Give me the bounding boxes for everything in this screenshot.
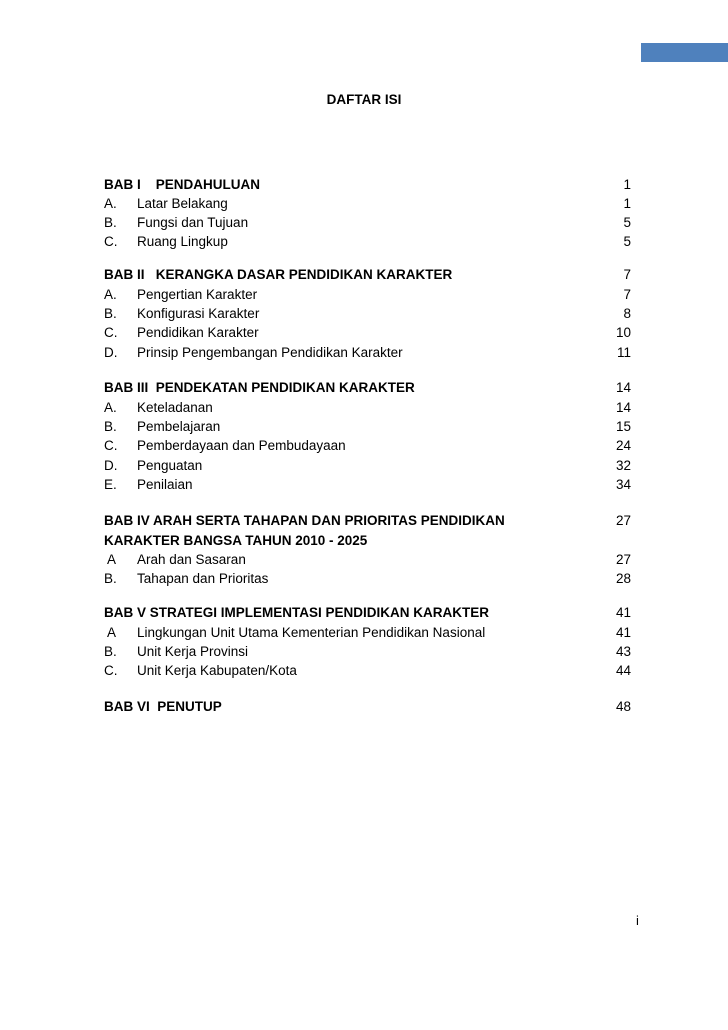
toc-page-number: 5 <box>623 234 631 249</box>
toc-item-label: Fungsi dan Tujuan <box>137 215 249 230</box>
page-number: i <box>636 913 639 928</box>
toc-page-number: 27 <box>615 513 631 528</box>
toc-item-letter: B. <box>104 419 117 434</box>
toc-item-letter: D. <box>104 458 118 473</box>
toc-item-letter: A. <box>104 196 117 211</box>
toc-item-letter: B. <box>104 215 117 230</box>
toc-item-letter: B. <box>104 571 117 586</box>
corner-tab <box>641 43 728 62</box>
toc-item <box>104 436 631 455</box>
toc-item <box>104 417 631 436</box>
toc-item-label: Penilaian <box>137 477 193 492</box>
toc-item <box>104 623 631 642</box>
toc-page-number: 41 <box>615 605 631 620</box>
toc-chapter <box>104 175 631 194</box>
toc-page-number: 32 <box>615 458 631 473</box>
toc-item-label: Konfigurasi Karakter <box>137 306 260 321</box>
toc-page-number: 15 <box>615 419 631 434</box>
toc-item-letter: C. <box>104 663 118 678</box>
toc-item-label: Penguatan <box>137 458 203 473</box>
toc-item <box>104 213 631 232</box>
toc-item-label: Latar Belakang <box>137 196 228 211</box>
toc-page-number: 1 <box>623 196 631 211</box>
toc-page-number: 34 <box>615 477 631 492</box>
toc-item-letter: E. <box>104 477 117 492</box>
toc-page-number: 7 <box>623 287 631 302</box>
toc-item <box>104 661 631 680</box>
toc-page-number: 44 <box>615 663 631 678</box>
toc-chapter-label: BAB I PENDAHULUAN <box>104 177 261 192</box>
toc-chapter-label: BAB VI PENUTUP <box>104 699 222 714</box>
toc-chapter <box>104 511 631 530</box>
toc-chapter-label: BAB III PENDEKATAN PENDIDIKAN KARAKTER <box>104 380 415 395</box>
toc-item-label: Unit Kerja Kabupaten/Kota <box>137 663 297 678</box>
toc-item-letter: A <box>104 625 117 640</box>
toc-item <box>104 550 631 569</box>
toc-item-label: Prinsip Pengembangan Pendidikan Karakter <box>137 345 403 360</box>
toc-item-letter: C. <box>104 325 118 340</box>
toc-item-letter: A. <box>104 400 117 415</box>
toc-page-number: 1 <box>623 177 631 192</box>
toc-item <box>104 642 631 661</box>
toc-item-letter: C. <box>104 438 118 453</box>
toc-item <box>104 323 631 342</box>
toc-page-number: 10 <box>615 325 631 340</box>
toc-item-label: Unit Kerja Provinsi <box>137 644 249 659</box>
toc-page-number: 5 <box>623 215 631 230</box>
toc-item <box>104 398 631 417</box>
toc-chapter <box>104 697 631 716</box>
toc-chapter-label: BAB II KERANGKA DASAR PENDIDIKAN KARAKTER <box>104 267 453 282</box>
toc-page-number: 43 <box>615 644 631 659</box>
toc-chapter <box>104 531 631 550</box>
toc-item-letter: B. <box>104 306 117 321</box>
toc-item <box>104 194 631 213</box>
toc-chapter-label: BAB IV ARAH SERTA TAHAPAN DAN PRIORITAS PENDIDIKAN <box>104 513 505 528</box>
toc-item-label: Pendidikan Karakter <box>137 325 259 340</box>
toc-page-number: 8 <box>623 306 631 321</box>
toc-item <box>104 304 631 323</box>
toc-item-label: Tahapan dan Prioritas <box>137 571 269 586</box>
toc-page-number: 14 <box>615 380 631 395</box>
toc-page-number: 11 <box>616 345 631 360</box>
toc-chapter <box>104 603 631 622</box>
toc-item-label: Lingkungan Unit Utama Kementerian Pendidikan Nasional <box>137 625 486 640</box>
toc-item-label: Pembelajaran <box>137 419 221 434</box>
toc-item-label: Pemberdayaan dan Pembudayaan <box>137 438 346 453</box>
toc-item-letter: B. <box>104 644 117 659</box>
toc-item <box>104 475 631 494</box>
toc-item <box>104 285 631 304</box>
toc-item-label: Pengertian Karakter <box>137 287 258 302</box>
toc-page-number: 48 <box>615 699 631 714</box>
toc-item-letter: C. <box>104 234 118 249</box>
toc-page-number: 14 <box>615 400 631 415</box>
toc-chapter-label: BAB V STRATEGI IMPLEMENTASI PENDIDIKAN KARAKTER <box>104 605 490 620</box>
toc-page-number: 24 <box>615 438 631 453</box>
toc-item-label: Keteladanan <box>137 400 213 415</box>
toc-item-letter: D. <box>104 345 118 360</box>
toc-page-number: 7 <box>623 267 631 282</box>
toc-chapter-label: KARAKTER BANGSA TAHUN 2010 - 2025 <box>104 533 368 548</box>
toc-chapter <box>104 378 631 397</box>
toc-chapter <box>104 265 631 284</box>
toc-item-label: Ruang Lingkup <box>137 234 228 249</box>
toc-item-letter: A. <box>104 287 117 302</box>
toc-item-label: Arah dan Sasaran <box>137 552 246 567</box>
toc-page-number: 27 <box>615 552 631 567</box>
toc-page-number: 28 <box>615 571 631 586</box>
toc-item <box>104 343 631 362</box>
page-title: DAFTAR ISI <box>326 92 402 107</box>
toc-item <box>104 456 631 475</box>
toc-item <box>104 569 631 588</box>
toc-page-number: 41 <box>615 625 631 640</box>
toc-item <box>104 232 631 251</box>
toc-item-letter: A <box>104 552 117 567</box>
